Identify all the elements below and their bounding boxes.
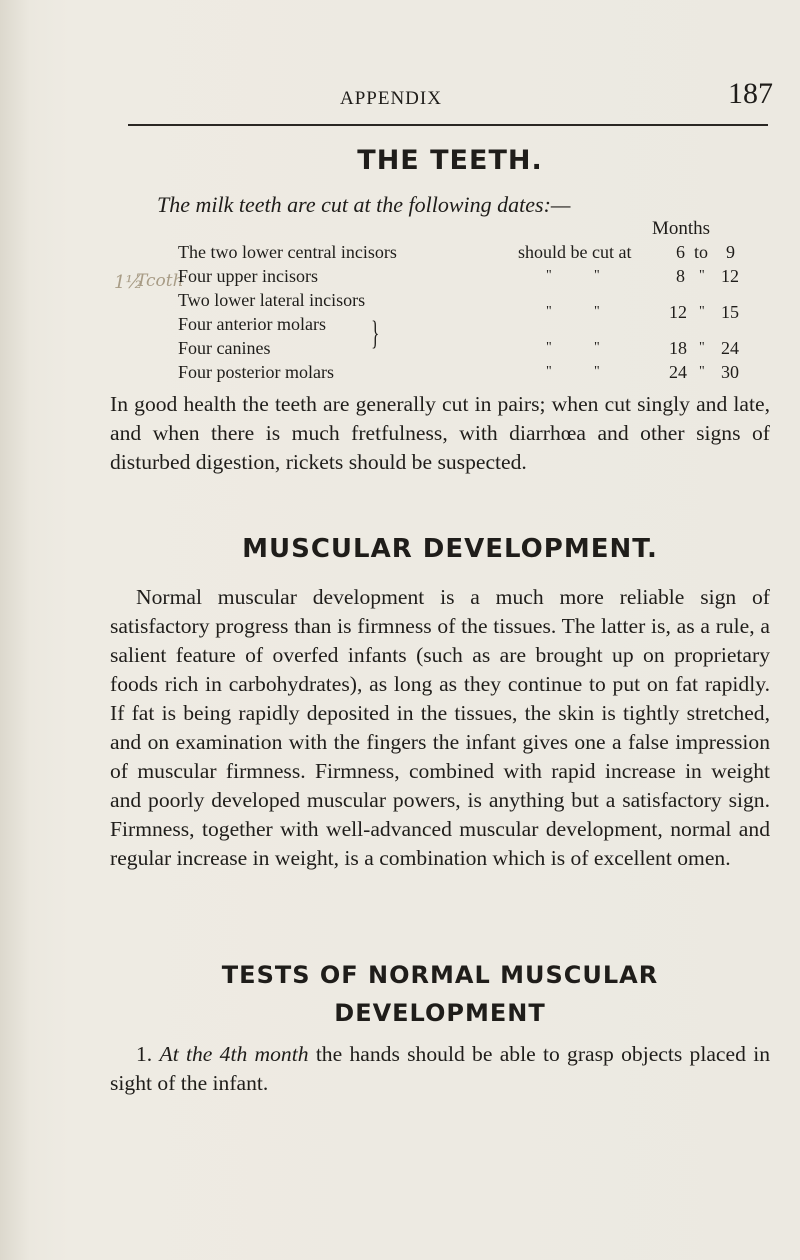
teeth-paragraph [110, 390, 770, 477]
months-from: 18 [669, 338, 687, 358]
test-item-italic: At the 4th month [159, 1042, 309, 1066]
months-to: 12 [721, 266, 739, 286]
running-head: APPENDIX [340, 88, 442, 109]
teeth-paragraph-text: In good health the teeth are generally cut in pairs; when cut singly and late, and when there is much fretfulness, with diarrhœa and other signs of disturbed digestion, rickets should be suspected. [110, 392, 770, 474]
handwritten-mark: 1½ [114, 272, 143, 293]
months-to: 24 [721, 338, 739, 358]
months-to: 30 [721, 362, 739, 382]
months-from: 8 [676, 266, 685, 286]
header-rule [128, 124, 768, 126]
ditto-mark: " [546, 364, 552, 379]
months-to: 9 [726, 242, 735, 262]
handwritten-note: Tcoth [136, 271, 184, 291]
months-sep: " [699, 340, 705, 355]
muscular-paragraph-text: Normal muscular development is a much more reliable sign of satisfactory progress than is firmness of the tissues. The latter is, as a rule, a salient feature of overfed infants (such as are brought up on proprietary foods rich in carbohydrates), as long as they continue to put on fat rapidly. If fat is being rapidly deposited in the tissues, the skin is tightly stretched, and on examination with the fingers the infant gives one a false impression of muscular firmness. Firmness, combined with rapid increase in weight and poorly developed muscular powers, is anything but a satisfactory sign. Firmness, together with well-advanced muscular development, normal and regular increase in weight, is a combination which is of excellent omen. [110, 585, 770, 870]
tests-heading-line2: DEVELOPMENT [334, 999, 546, 1027]
brace: } [371, 315, 380, 352]
months-from: 6 [676, 242, 685, 262]
ditto-mark: " [546, 340, 552, 355]
muscular-paragraph [110, 583, 770, 873]
months-sep: " [699, 364, 705, 379]
ditto-mark: " [594, 364, 600, 379]
ditto-mark: " [594, 340, 600, 355]
teeth-heading: THE TEETH. [357, 145, 543, 176]
months-from: 12 [669, 302, 687, 322]
teeth-label: Four posterior molars [178, 362, 334, 382]
teeth-label: The two lower central incisors [178, 242, 397, 262]
muscular-heading: MUSCULAR DEVELOPMENT. [242, 534, 658, 564]
teeth-row-tail: should be cut at [518, 242, 632, 262]
test-item-1 [110, 1040, 770, 1098]
teeth-label: Two lower lateral incisors [178, 290, 366, 310]
ditto-mark: " [546, 304, 552, 319]
tests-heading [0, 956, 800, 1032]
teeth-label: Four anterior molars [178, 314, 326, 334]
page-number: 187 [728, 77, 773, 110]
teeth-label: Four canines [178, 338, 271, 358]
test-item-text: the hands should be able to grasp objects placed in sight of the infant. [110, 1042, 770, 1095]
test-item-number: 1. [136, 1042, 153, 1066]
teeth-intro: The milk teeth are cut at the following dates:— [157, 192, 571, 217]
months-sep: " [699, 268, 705, 283]
months-sep: to [694, 242, 709, 262]
months-sep: " [699, 304, 705, 319]
teeth-label: Four upper incisors [178, 266, 318, 286]
months-from: 24 [669, 362, 687, 382]
tests-heading-line1: TESTS OF NORMAL MUSCULAR [221, 961, 659, 989]
months-column-header: Months [652, 218, 711, 239]
ditto-mark: " [594, 304, 600, 319]
ditto-mark: " [546, 268, 552, 283]
ditto-mark: " [594, 268, 600, 283]
months-to: 15 [721, 302, 739, 322]
